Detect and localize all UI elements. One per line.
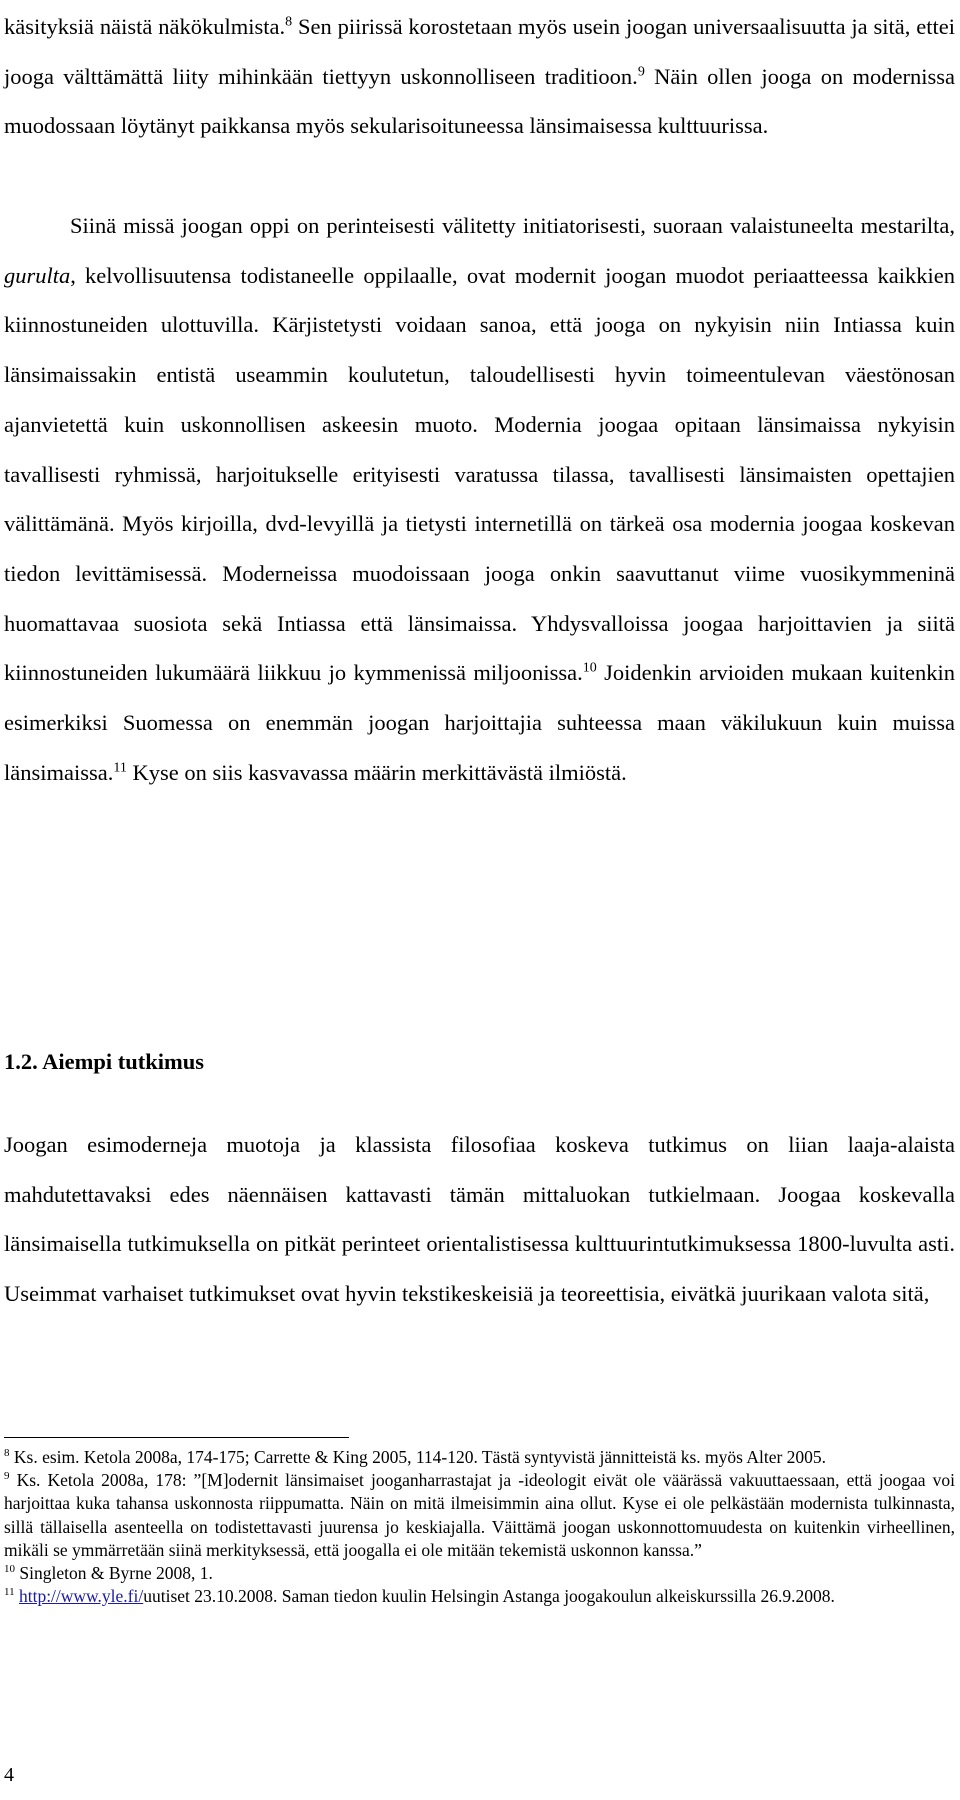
paragraph-2-italic: gurulta: [4, 262, 71, 288]
paragraph-3-text: Joogan esimoderneja muotoja ja klassista filosofiaa koskeva tutkimus on liian laaja-alaista mahdutettavaksi edes näennäisen kattavasti tämän mittaluokan tutkielmaan. Joogaa koskevalla länsimaisella tutkimuksella on pitkät perinteet orientalistisessa kulttuurintutkimuksessa 1800-luvulta asti. Useimmat varhaiset tutkimukset ovat hyvin tekstikeskeisiä ja teoreettisia, eivätkä juurikaan valota sitä,: [4, 1132, 955, 1307]
footnote-11: [4, 1585, 955, 1608]
footnote-separator: [4, 1437, 349, 1438]
paragraph-2-text: [4, 201, 955, 797]
paragraph-2-part-b: , kelvollisuutensa todistaneelle oppilaalle, ovat modernit joogan muodot periaatteessa kaikkien kiinnostuneiden ulottuvilla. Kärjistetysti voidaan sanoa, että jooga on nykyisin niin Intiassa kuin länsimaissakin entistä useammin koulutetun, taloudellisesti hyvin toimeentulevan väestönosan ajanvietettä kuin uskonnollisen askeesin muoto. Modernia joogaa opitaan länsimaissa nykyisin tavallisesti ryhmissä, harjoitukselle erityisesti varatussa tilassa, tavallisesti länsimaisten opettajien välittämänä. Myös kirjoilla, dvd-levyillä ja tietysti internetillä on tärkeä osa modernia joogaa koskevan tiedon levittämisessä. Moderneissa muodoissaan jooga onkin saavuttanut viime vuosikymmeninä huomattavaa suosiota sekä Intiassa että länsimaissa. Yhdysvalloissa joogaa harjoittavien ja siitä kiinnostuneiden lukumäärä liikkuu jo kymmenissä miljoonissa.: [4, 262, 955, 686]
footnote-11-link[interactable]: http://www.yle.fi/: [18, 1586, 144, 1607]
footnote-ref-11[interactable]: 11: [113, 760, 127, 776]
footnote-9-number: 9: [4, 1470, 10, 1483]
paragraph-1-part-a: käsityksiä näistä näkökulmista.: [4, 14, 286, 39]
paragraph-2: [4, 201, 955, 797]
paragraph-1: [4, 2, 955, 151]
footnote-8-number: 8: [4, 1447, 10, 1460]
paragraph-1-part-c: Näin ollen jooga on modernissa muodossaan löytänyt paikkansa myös sekularisoituneessa länsimaisessa kulttuurissa.: [4, 63, 955, 139]
footnotes: [4, 1446, 955, 1608]
paragraph-1-part-b: Sen piirissä korostetaan myös usein joogan universaalisuutta ja sitä, ettei jooga välttämättä liity mihinkään tiettyyn uskonnolliseen traditioon.: [4, 14, 955, 89]
page-number: 4: [4, 1764, 14, 1786]
footnote-8: [4, 1446, 955, 1469]
paragraph-2-part-c: Joidenkin arvioiden mukaan kuitenkin esimerkiksi Suomessa on enemmän joogan harjoittajia suhteessa maan väkilukuun kuin muissa länsimaissa.: [4, 660, 955, 785]
footnote-10-text: Singleton & Byrne 2008, 1.: [15, 1563, 213, 1584]
section-heading: 1.2. Aiempi tutkimus: [4, 1049, 205, 1074]
footnote-ref-8[interactable]: 8: [285, 14, 293, 30]
footnote-ref-9[interactable]: 9: [637, 64, 645, 80]
paragraph-2-part-d: Kyse on siis kasvavassa määrin merkittävästä ilmiöstä.: [126, 759, 627, 785]
paragraph-3: [4, 1120, 955, 1319]
paragraph-1-text: [4, 2, 955, 151]
footnote-11-number: 11: [4, 1586, 15, 1599]
footnote-ref-10[interactable]: 10: [582, 660, 597, 676]
footnote-10: [4, 1562, 955, 1585]
footnote-8-text: Ks. esim. Ketola 2008a, 174-175; Carrette & King 2005, 114-120. Tästä syntyvistä jännitteistä ks. myös Alter 2005.: [9, 1447, 827, 1467]
paragraph-2-part-a: Siinä missä joogan oppi on perinteisesti välitetty initiatorisesti, suoraan valaistuneelta mestarilta,: [70, 213, 955, 238]
footnote-9: [4, 1469, 955, 1562]
footnote-11-text: uutiset 23.10.2008. Saman tiedon kuulin Helsingin Astanga joogakoulun alkeiskurssilla 26.9.2008.: [143, 1586, 835, 1607]
footnote-9-text: Ks. Ketola 2008a, 178: ”[M]odernit länsimaiset jooganharrastajat ja -ideologit eivät ole väärässä vakuuttaessaan, että joogaa voi harjoittaa kuka tahansa uskonnosta riippumatta. Näin on mitä ilmeisimmin aina ollut. Kyse ei ole pelkästään modernista tulkinnasta, sillä tällaisella asenteella on todistettavasti juurensa jo keskiajalla. Väittämä joogan uskonnottomuudesta on kuitenkin virheellinen, mikäli se ymmärretään siinä merkityksessä, että joogalla ei ole mitään tekemistä uskonnon kanssa.”: [4, 1470, 955, 1560]
footnote-10-number: 10: [4, 1563, 15, 1576]
